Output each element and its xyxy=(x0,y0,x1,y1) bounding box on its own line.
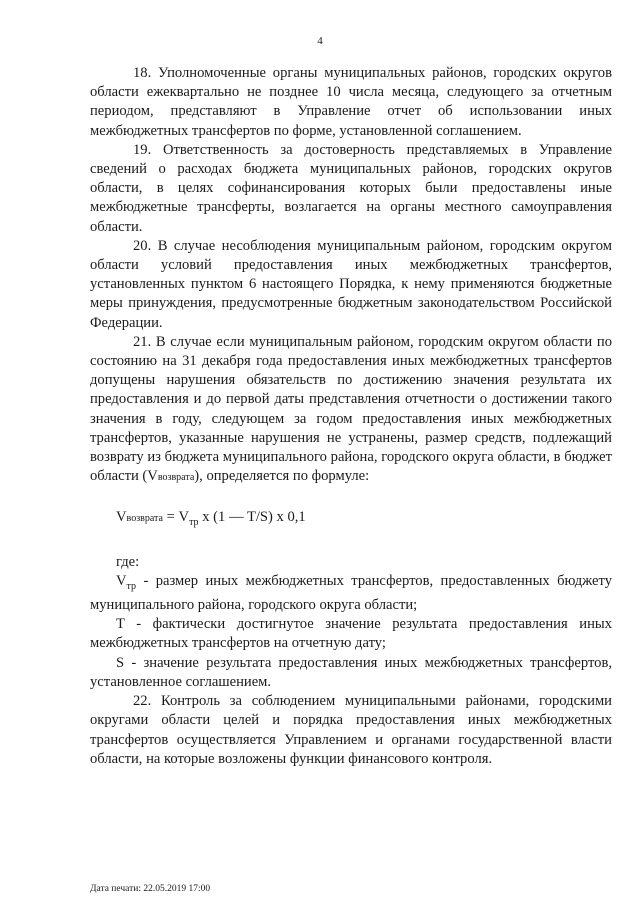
definition-s: S - значение результата предоставления иных межбюджетных трансфертов, установленное соглашением. xyxy=(90,654,612,690)
formula-rest: x (1 — T/S) x 0,1 xyxy=(198,509,306,526)
paragraph-19: 19. Ответственность за достоверность представляемых в Управление сведений о расходах бюджета муниципальных районов, городских округов области, в целях софинансирования которых были предоставлены иные межбюджетные трансферты, возлагается на органы местного самоуправления области. xyxy=(90,141,612,235)
formula xyxy=(90,508,612,532)
formula-v-return: V xyxy=(116,509,127,526)
definition-vtr-symbol: V xyxy=(116,572,127,589)
paragraph-18: 18. Уполномоченные органы муниципальных районов, городских округов области ежеквартально не позднее 10 числа месяца, следующего за отчетным периодом, представляют в Управление отчет об использовании иных межбюджетных трансфертов по форме, установленной соглашением. xyxy=(90,65,612,139)
document-body xyxy=(90,64,612,769)
page-number: 4 xyxy=(317,35,323,47)
paragraph-22: 22. Контроль за соблюдением муниципальными районами, городскими округами области целей и порядка предоставления иных межбюджетных трансфертов осуществляется Управлением и органами государственной власти области, на которые возложены функции финансового контроля. xyxy=(90,693,612,767)
paragraph-21 xyxy=(90,333,612,488)
definition-t: T - фактически достигнутое значение результата предоставления иных межбюджетных трансфертов на отчетную дату; xyxy=(90,616,612,652)
definition-vtr-subscript: тр xyxy=(126,580,137,592)
paragraph-21-text: 21. В случае если муниципальным районом, городским округом области по состоянию на 31 декабря года предоставления иных межбюджетных трансфертов допущены нарушения обязательств по достижению значения результата их предоставления и до первой даты представления отчетности о достижении такого значения в году, следующем за годом предоставления иных межбюджетных трансфертов, указанные нарушения не устранены, размер средств, подлежащий возврату из бюджета муниципального района, городского округа области, в бюджет области (V xyxy=(90,333,612,485)
paragraph-21-end: ), определяется по формуле: xyxy=(194,468,370,485)
formula-v-tr-subscript: тр xyxy=(189,517,199,529)
paragraph-20: 20. В случае несоблюдения муниципальным районом, городским округом области условий предоставления иных межбюджетных трансфертов, установленных пунктом 6 настоящего Порядка, к нему применяются бюджетные меры принуждения, предусмотренные бюджетным законодательством Российской Федерации. xyxy=(90,237,612,331)
where-label: где: xyxy=(116,553,140,570)
v-return-subscript: возврата xyxy=(157,472,195,484)
print-date-footer: Дата печати: 22.05.2019 17:00 xyxy=(90,884,211,894)
formula-v-return-subscript: возврата xyxy=(126,513,163,525)
definition-vtr-text: - размер иных межбюджетных трансфертов, предоставленных бюджету муниципального района, городского округа области; xyxy=(90,572,612,614)
formula-equals-v: = V xyxy=(162,509,190,526)
definition-vtr xyxy=(90,572,612,615)
